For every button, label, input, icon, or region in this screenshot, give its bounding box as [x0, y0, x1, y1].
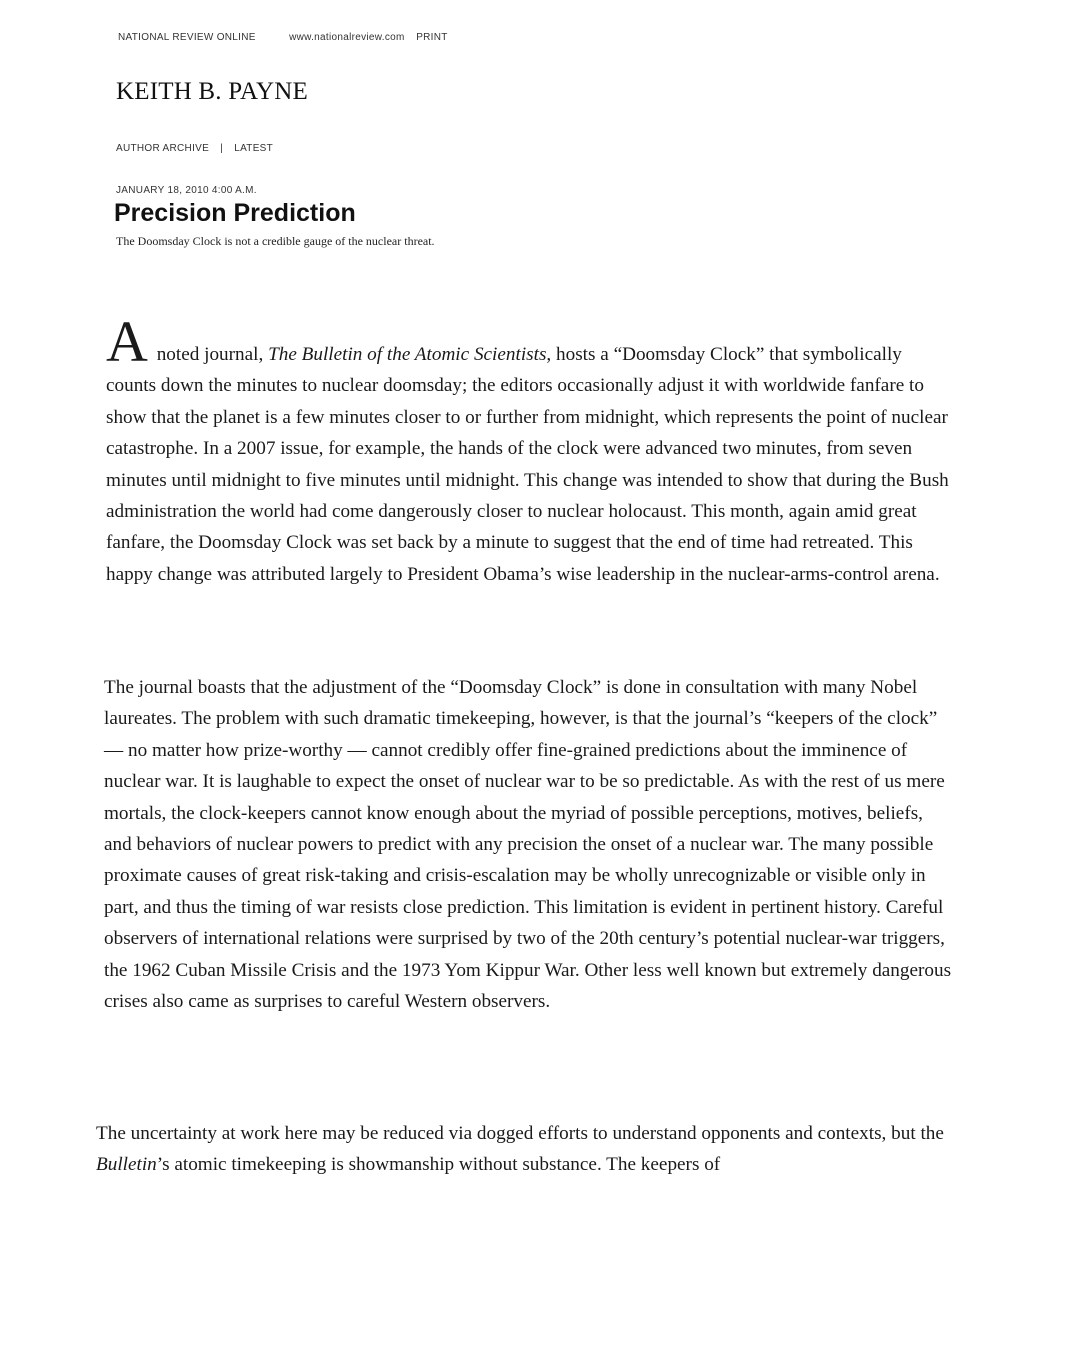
nav-separator: |	[220, 143, 224, 154]
paragraph-3-post: ’s atomic timekeeping is showmanship without substance. The keepers of	[156, 1154, 721, 1176]
publication-short-title: Bulletin	[96, 1154, 157, 1176]
publication-title: The Bulletin of the Atomic Scientists	[268, 344, 547, 365]
author-nav	[116, 143, 273, 154]
paragraph-3	[96, 1118, 956, 1181]
article-dateline: JANUARY 18, 2010 4:00 A.M.	[116, 185, 257, 196]
author-name: KEITH B. PAYNE	[116, 78, 308, 105]
drop-cap: A	[106, 309, 148, 374]
print-label: PRINT	[416, 32, 448, 43]
latest-link[interactable]: LATEST	[234, 143, 274, 154]
paragraph-3-pre: The uncertainty at work here may be reduced via dogged efforts to understand opponents and contexts, but the	[96, 1123, 944, 1144]
article-body	[106, 309, 956, 620]
author-archive-link[interactable]: AUTHOR ARCHIVE	[116, 143, 210, 154]
site-url: www.nationalreview.com	[289, 32, 405, 43]
paragraph-1	[106, 309, 956, 590]
article-deck: The Doomsday Clock is not a credible gauge of the nuclear threat.	[116, 234, 435, 248]
paragraph-2: The journal boasts that the adjustment of the “Doomsday Clock” is done in consultation with many Nobel laureates. The problem with such dramatic timekeeping, however, is that the journal’s “keepers of the clock” — no matter how prize-worthy — cannot credibly offer fine-grained predictions about the imminence of nuclear war. It is laughable to expect the onset of nuclear war to be so predictable. As with the rest of us mere mortals, the clock-keepers cannot know enough about the myriad of possible perceptions, motives, beliefs, and behaviors of nuclear powers to predict with any precision the onset of a nuclear war. The many possible proximate causes of great risk-taking and crisis-escalation may be wholly unrecognizable or visible only in part, and thus the timing of war resists close prediction. This limitation is evident in pertinent history. Careful observers of international relations were surprised by two of the 20th century’s potential nuclear-war triggers, the 1962 Cuban Missile Crisis and the 1973 Yom Kippur War. Other less well known but extremely dangerous crises also came as surprises to careful Western observers.	[104, 677, 952, 1013]
print-header	[118, 32, 448, 43]
article-title: Precision Prediction	[114, 199, 356, 227]
site-name: NATIONAL REVIEW ONLINE	[118, 32, 256, 43]
paragraph-1-post: , hosts a “Doomsday Clock” that symbolically counts down the minutes to nuclear doomsday; the editors occasionally adjust it with worldwide fanfare to show that the planet is a few minutes closer to or further from midnight, which represents the point of nuclear catastrophe. In a 2007 issue, for example, the hands of the clock were advanced two minutes, from seven minutes until midnight to five minutes until midnight. This change was intended to show that during the Bush administration the world had come dangerously closer to nuclear holocaust. This month, again amid great fanfare, the Doomsday Clock was set back by a minute to suggest that the end of time had retreated. This happy change was attributed largely to President Obama’s wise leadership in the nuclear-arms-control arena.	[106, 344, 949, 585]
paragraph-3-container	[96, 1118, 956, 1181]
paragraph-2-container	[104, 672, 954, 1017]
paragraph-1-pre: noted journal,	[151, 344, 269, 365]
